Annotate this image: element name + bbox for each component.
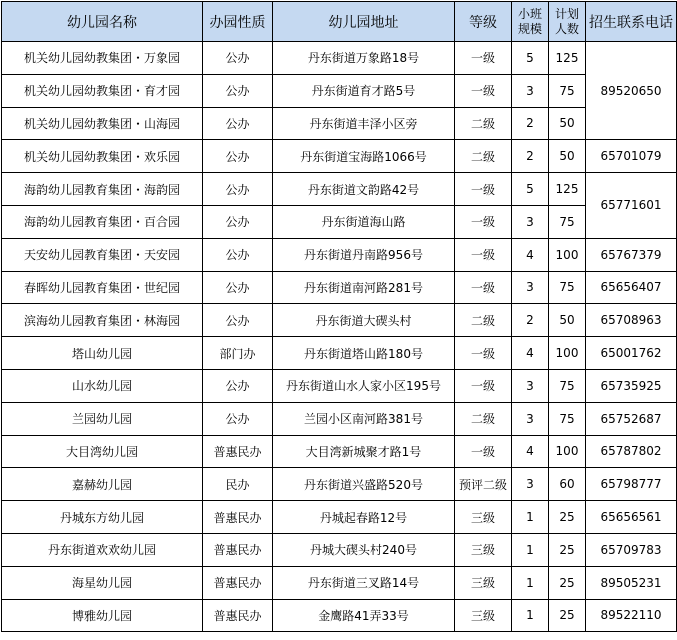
- cell-name: 天安幼儿园教育集团・天安园: [2, 238, 203, 271]
- cell-address: 丹东街道育才路5号: [273, 74, 455, 107]
- table-row: [2, 468, 677, 501]
- cell-classes: 1: [512, 533, 549, 566]
- cell-phone: 89505231: [586, 566, 677, 599]
- cell-classes: 1: [512, 501, 549, 534]
- cell-phone: 65771601: [586, 173, 677, 239]
- cell-name: 兰园幼儿园: [2, 402, 203, 435]
- cell-address: 丹东街道三叉路14号: [273, 566, 455, 599]
- cell-name: 海星幼儿园: [2, 566, 203, 599]
- table-row: [2, 140, 677, 173]
- cell-grade: 一级: [455, 337, 512, 370]
- cell-plan: 25: [549, 599, 586, 632]
- cell-plan: 60: [549, 468, 586, 501]
- cell-name: 春晖幼儿园教育集团・世纪园: [2, 271, 203, 304]
- cell-classes: 4: [512, 238, 549, 271]
- cell-plan: 100: [549, 337, 586, 370]
- cell-nature: 公办: [203, 42, 273, 75]
- cell-address: 金鹰路41弄33号: [273, 599, 455, 632]
- cell-phone: 65001762: [586, 337, 677, 370]
- cell-plan: 125: [549, 173, 586, 206]
- cell-plan: 125: [549, 42, 586, 75]
- cell-phone: 65701079: [586, 140, 677, 173]
- cell-plan: 75: [549, 74, 586, 107]
- cell-phone: 89522110: [586, 599, 677, 632]
- cell-classes: 3: [512, 468, 549, 501]
- cell-plan: 25: [549, 533, 586, 566]
- cell-classes: 2: [512, 304, 549, 337]
- cell-name: 滨海幼儿园教育集团・林海园: [2, 304, 203, 337]
- cell-classes: 4: [512, 435, 549, 468]
- cell-plan: 75: [549, 369, 586, 402]
- cell-address: 丹城起春路12号: [273, 501, 455, 534]
- cell-address: 丹东街道丰泽小区旁: [273, 107, 455, 140]
- table-row: [2, 566, 677, 599]
- cell-classes: 3: [512, 271, 549, 304]
- cell-phone: 65709783: [586, 533, 677, 566]
- cell-grade: 三级: [455, 566, 512, 599]
- kindergarten-table: [1, 1, 677, 632]
- cell-grade: 二级: [455, 402, 512, 435]
- cell-name: 大目湾幼儿园: [2, 435, 203, 468]
- cell-nature: 普惠民办: [203, 566, 273, 599]
- cell-grade: 一级: [455, 205, 512, 238]
- cell-name: 海韵幼儿园教育集团・海韵园: [2, 173, 203, 206]
- cell-nature: 普惠民办: [203, 533, 273, 566]
- cell-nature: 普惠民办: [203, 599, 273, 632]
- cell-nature: 公办: [203, 271, 273, 304]
- cell-name: 机关幼儿园幼教集团・欢乐园: [2, 140, 203, 173]
- cell-classes: 5: [512, 173, 549, 206]
- table-row: [2, 238, 677, 271]
- cell-address: 丹东街道南河路281号: [273, 271, 455, 304]
- cell-nature: 公办: [203, 74, 273, 107]
- table-row: [2, 107, 677, 140]
- cell-nature: 普惠民办: [203, 501, 273, 534]
- table-row: [2, 205, 677, 238]
- header-address: 幼儿园地址: [273, 2, 455, 42]
- cell-nature: 普惠民办: [203, 435, 273, 468]
- cell-grade: 一级: [455, 435, 512, 468]
- cell-classes: 3: [512, 74, 549, 107]
- cell-plan: 50: [549, 140, 586, 173]
- header-grade: 等级: [455, 2, 512, 42]
- cell-grade: 一级: [455, 238, 512, 271]
- cell-phone: 65656407: [586, 271, 677, 304]
- cell-nature: 公办: [203, 238, 273, 271]
- cell-plan: 75: [549, 271, 586, 304]
- cell-name: 丹城东方幼儿园: [2, 501, 203, 534]
- cell-nature: 公办: [203, 107, 273, 140]
- cell-grade: 一级: [455, 369, 512, 402]
- cell-classes: 3: [512, 205, 549, 238]
- cell-grade: 一级: [455, 42, 512, 75]
- cell-grade: 三级: [455, 533, 512, 566]
- cell-grade: 一级: [455, 74, 512, 107]
- cell-nature: 公办: [203, 369, 273, 402]
- cell-classes: 5: [512, 42, 549, 75]
- cell-name: 塔山幼儿园: [2, 337, 203, 370]
- cell-address: 丹城大碶头村240号: [273, 533, 455, 566]
- header-plan-line1: 计划: [554, 6, 579, 21]
- table-row: [2, 337, 677, 370]
- cell-phone: 65708963: [586, 304, 677, 337]
- table-row: [2, 402, 677, 435]
- cell-plan: 25: [549, 566, 586, 599]
- header-phone: 招生联系电话: [586, 2, 677, 42]
- cell-classes: 2: [512, 140, 549, 173]
- table-row: [2, 369, 677, 402]
- cell-plan: 25: [549, 501, 586, 534]
- cell-grade: 预评二级: [455, 468, 512, 501]
- cell-nature: 公办: [203, 402, 273, 435]
- cell-nature: 民办: [203, 468, 273, 501]
- cell-nature: 公办: [203, 205, 273, 238]
- table-body: [2, 42, 677, 632]
- cell-classes: 1: [512, 566, 549, 599]
- table-row: [2, 42, 677, 75]
- cell-phone: 65735925: [586, 369, 677, 402]
- cell-grade: 二级: [455, 107, 512, 140]
- cell-phone: 65798777: [586, 468, 677, 501]
- cell-plan: 100: [549, 435, 586, 468]
- header-name: 幼儿园名称: [2, 2, 203, 42]
- table-row: [2, 271, 677, 304]
- table-row: [2, 533, 677, 566]
- cell-phone: 65787802: [586, 435, 677, 468]
- cell-classes: 1: [512, 599, 549, 632]
- header-plan: [549, 2, 586, 42]
- cell-plan: 75: [549, 402, 586, 435]
- cell-nature: 部门办: [203, 337, 273, 370]
- cell-address: 丹东街道大碶头村: [273, 304, 455, 337]
- cell-address: 丹东街道山水人家小区195号: [273, 369, 455, 402]
- table-row: [2, 501, 677, 534]
- cell-grade: 三级: [455, 501, 512, 534]
- table-row: [2, 173, 677, 206]
- cell-grade: 三级: [455, 599, 512, 632]
- cell-address: 丹东街道塔山路180号: [273, 337, 455, 370]
- cell-plan: 50: [549, 304, 586, 337]
- table-row: [2, 74, 677, 107]
- cell-address: 丹东街道宝海路1066号: [273, 140, 455, 173]
- cell-classes: 2: [512, 107, 549, 140]
- cell-grade: 二级: [455, 140, 512, 173]
- cell-name: 机关幼儿园幼教集团・万象园: [2, 42, 203, 75]
- cell-name: 机关幼儿园幼教集团・山海园: [2, 107, 203, 140]
- header-classes-line1: 小班: [517, 6, 542, 21]
- cell-address: 丹东街道兴盛路520号: [273, 468, 455, 501]
- cell-name: 丹东街道欢欢幼儿园: [2, 533, 203, 566]
- cell-plan: 100: [549, 238, 586, 271]
- header-classes-line2: 规模: [517, 21, 542, 36]
- header-row: [2, 2, 677, 42]
- cell-grade: 一级: [455, 173, 512, 206]
- cell-name: 博雅幼儿园: [2, 599, 203, 632]
- cell-address: 丹东街道海山路: [273, 205, 455, 238]
- cell-phone: 89520650: [586, 42, 677, 140]
- cell-phone: 65752687: [586, 402, 677, 435]
- cell-plan: 50: [549, 107, 586, 140]
- cell-address: 大目湾新城聚才路1号: [273, 435, 455, 468]
- cell-grade: 二级: [455, 304, 512, 337]
- table-row: [2, 435, 677, 468]
- cell-plan: 75: [549, 205, 586, 238]
- table-row: [2, 599, 677, 632]
- cell-grade: 一级: [455, 271, 512, 304]
- header-classes: [512, 2, 549, 42]
- cell-phone: 65656561: [586, 501, 677, 534]
- cell-classes: 4: [512, 337, 549, 370]
- cell-nature: 公办: [203, 140, 273, 173]
- cell-address: 丹东街道丹南路956号: [273, 238, 455, 271]
- cell-name: 海韵幼儿园教育集团・百合园: [2, 205, 203, 238]
- cell-name: 山水幼儿园: [2, 369, 203, 402]
- cell-classes: 3: [512, 402, 549, 435]
- cell-name: 机关幼儿园幼教集团・育才园: [2, 74, 203, 107]
- cell-address: 丹东街道文韵路42号: [273, 173, 455, 206]
- cell-name: 嘉赫幼儿园: [2, 468, 203, 501]
- header-nature: 办园性质: [203, 2, 273, 42]
- cell-nature: 公办: [203, 173, 273, 206]
- table-row: [2, 304, 677, 337]
- cell-address: 兰园小区南河路381号: [273, 402, 455, 435]
- header-plan-line2: 人数: [554, 21, 579, 36]
- cell-phone: 65767379: [586, 238, 677, 271]
- cell-classes: 3: [512, 369, 549, 402]
- cell-address: 丹东街道万象路18号: [273, 42, 455, 75]
- cell-nature: 公办: [203, 304, 273, 337]
